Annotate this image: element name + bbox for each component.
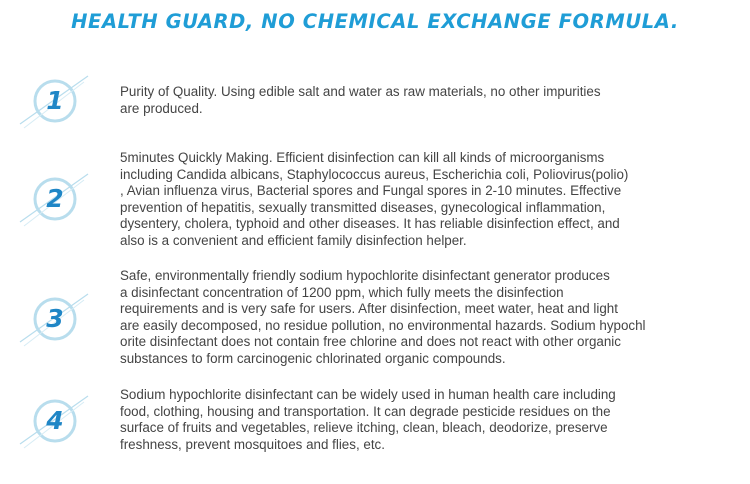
feature-number: 3: [46, 304, 64, 333]
feature-text: Purity of Quality. Using edible salt and water as raw materials, no other impurities are produced.: [120, 84, 601, 116]
number-badge: [16, 170, 90, 230]
number-badge: [16, 392, 90, 452]
feature-number: 4: [46, 406, 64, 435]
feature-text: Sodium hypochlorite disinfectant can be widely used in human health care including food, clothing, housing and transportation. It can degrade pesticide residues on the surface of fruits and vegetables, relieve itching, clean, bleach, deodorize, preserve freshness, prevent mosquitoes and flies, etc.: [120, 387, 616, 452]
feature-text: Safe, environmentally friendly sodium hypochlorite disinfectant generator produces a disinfectant concentration of 1200 ppm, which fully meets the disinfection requirements and is very safe for users. After disinfection, meet water, heat and light are easily decomposed, no residue pollution, no environmental hazards. Sodium hypochl orite disinfectant does not contain free chlorine and does not react with other organic substances to form carcinogenic chlorinated organic compounds.: [120, 268, 646, 366]
number-badge: [16, 72, 90, 132]
number-badge: [16, 290, 90, 350]
feature-number: 2: [46, 184, 64, 213]
feature-text: 5minutes Quickly Making. Efficient disinfection can kill all kinds of microorganisms including Candida albicans, Staphylococcus aureus, Escherichia coli, Poliovirus(polio) , Avian influenza virus, Bacterial spores and Fungal spores in 2-10 minutes. Effective prevention of hepatitis, sexually transmitted diseases, gynecological inflammation, dysentery, cholera, typhoid and other diseases. It has reliable disinfection effect, and also is a convenient and efficient family disinfection helper.: [120, 150, 629, 248]
page-title: HEALTH GUARD, NO CHEMICAL EXCHANGE FORMULA.: [71, 10, 679, 33]
feature-number: 1: [46, 86, 64, 115]
